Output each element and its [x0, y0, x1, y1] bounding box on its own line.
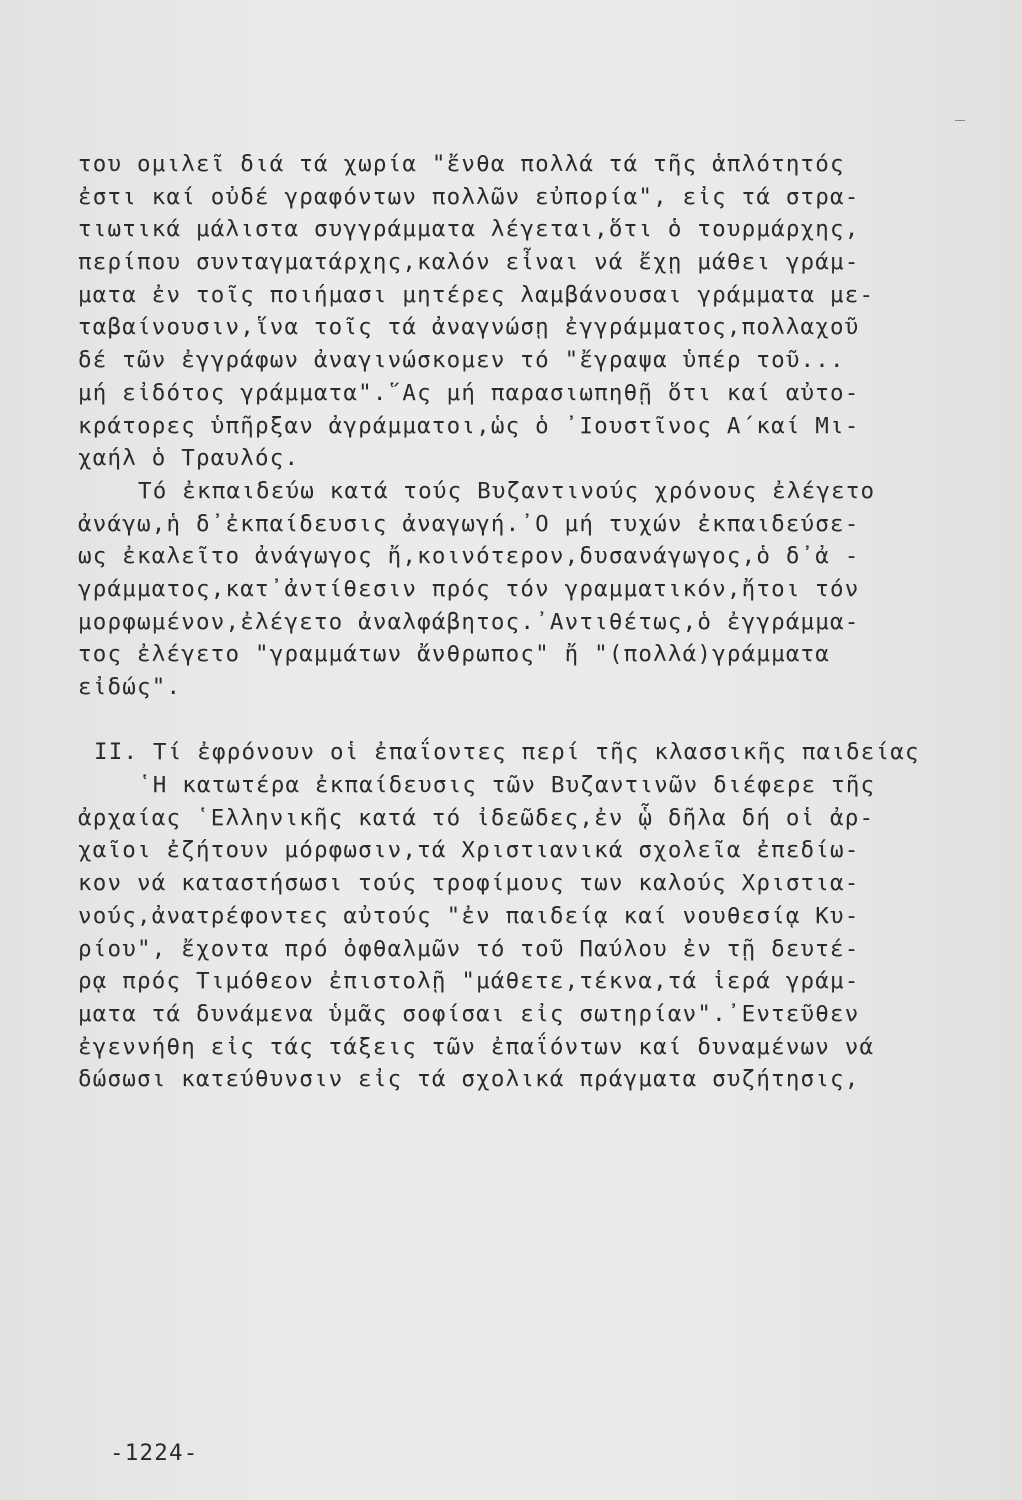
text-line: ἀνάγω,ἡ δ᾽ἐκπαίδευσις ἀναγωγή.᾽Ο μή τυχών ἐκπαιδεύσε-	[78, 510, 860, 537]
text-line: περίπου συνταγματάρχης,καλόν εἶναι νά ἔχῃ μάθει γράμ-	[78, 249, 860, 276]
section-heading: II. Τί ἐφρόνουν οἱ ἐπαΐοντες περί τῆς κλασσικῆς παιδείας	[94, 739, 920, 766]
text-line: ρίου", ἔχοντα πρό ὀφθαλμῶν τό τοῦ Παύλου ἐν τῇ δευτέ-	[78, 935, 860, 962]
text-line: ταβαίνουσιν,ἵνα τοῖς τά ἀναγνώσῃ ἐγγράμματος,πολλαχοῦ	[78, 314, 860, 341]
text-line: κον νά καταστήσωσι τούς τροφίμους των καλούς Χριστια-	[78, 870, 860, 897]
text-line: μορφωμένον,ἐλέγετο ἀναλφάβητος.᾽Αντιθέτως,ὁ ἐγγράμμα-	[78, 608, 860, 635]
text-line: χαῖοι ἐζήτουν μόρφωσιν,τά Χριστιανικά σχολεῖα ἐπεδίω-	[78, 837, 860, 864]
text-line: χαήλ ὁ Τραυλός.	[78, 445, 300, 472]
text-line: κράτορες ὑπῆρξαν ἀγράμματοι,ὡς ὁ ᾽Ιουστῖνος Α΄καί Μι-	[78, 412, 860, 439]
text-line: ἐστι καί οὐδέ γραφόντων πολλῶν εὐπορία", εἰς τά στρα-	[78, 183, 860, 210]
text-line: μή εἰδότος γράμματα".῞Ας μή παρασιωπηθῇ ὅτι καί αὐτο-	[78, 379, 860, 406]
text-line: τιωτικά μάλιστα συγγράμματα λέγεται,ὅτι ὁ τουρμάρχης,	[78, 216, 860, 243]
text-line: δώσωσι κατεύθυνσιν εἰς τά σχολικά πράγματα συζήτησις,	[78, 1066, 860, 1093]
paragraph-1	[78, 148, 978, 475]
paragraph-3	[78, 769, 978, 1096]
margin-mark	[955, 120, 965, 121]
paragraph-2	[78, 475, 978, 704]
text-line: τος ἐλέγετο "γραμμάτων ἄνθρωπος" ἤ "(πολλά)γράμματα	[78, 641, 831, 668]
section-gap	[78, 704, 978, 737]
text-line: Τό ἐκπαιδεύω κατά τούς Βυζαντινούς χρόνους ἐλέγετο	[138, 477, 876, 504]
text-line: ματα τά δυνάμενα ὑμᾶς σοφίσαι εἰς σωτηρίαν".᾽Εντεῦθεν	[78, 1000, 860, 1027]
text-line: γράμματος,κατ᾽ἀντίθεσιν πρός τόν γραμματικόν,ἤτοι τόν	[78, 575, 860, 602]
text-line: νούς,ἀνατρέφοντες αὐτούς "ἐν παιδείᾳ καί νουθεσίᾳ Κυ-	[78, 902, 860, 929]
text-line: ματα ἐν τοῖς ποιήμασι μητέρες λαμβάνουσαι γράμματα με-	[78, 281, 875, 308]
text-line: ἀρχαίας ῾Ελληνικῆς κατά τό ἰδεῶδες,ἐν ᾧ δῆλα δή οἱ ἀρ-	[78, 804, 875, 831]
text-line: ως ἐκαλεῖτο ἀνάγωγος ἤ,κοινότερον,δυσανάγωγος,ὁ δ᾽ἀ -	[78, 543, 860, 570]
text-line: ἐγεννήθη εἰς τάς τάξεις τῶν ἐπαΐόντων καί δυναμένων νά	[78, 1033, 875, 1060]
page-number: -1224-	[110, 1440, 199, 1466]
text-line: ρᾳ πρός Τιμόθεον ἐπιστολῇ "μάθετε,τέκνα,τά ἱερά γράμ-	[78, 968, 860, 995]
text-line: εἰδώς".	[78, 674, 182, 700]
text-line: ῾Η κατωτέρα ἐκπαίδευσις τῶν Βυζαντινῶν διέφερε τῆς	[138, 772, 876, 799]
text-line: δέ τῶν ἐγγράφων ἀναγινώσκομεν τό "ἔγραψα ὑπέρ τοῦ...	[78, 347, 845, 374]
body-text	[78, 148, 978, 1096]
text-line: του ομιλεῖ διά τά χωρία "ἔνθα πολλά τά τῆς ἁπλότητός	[78, 151, 845, 177]
